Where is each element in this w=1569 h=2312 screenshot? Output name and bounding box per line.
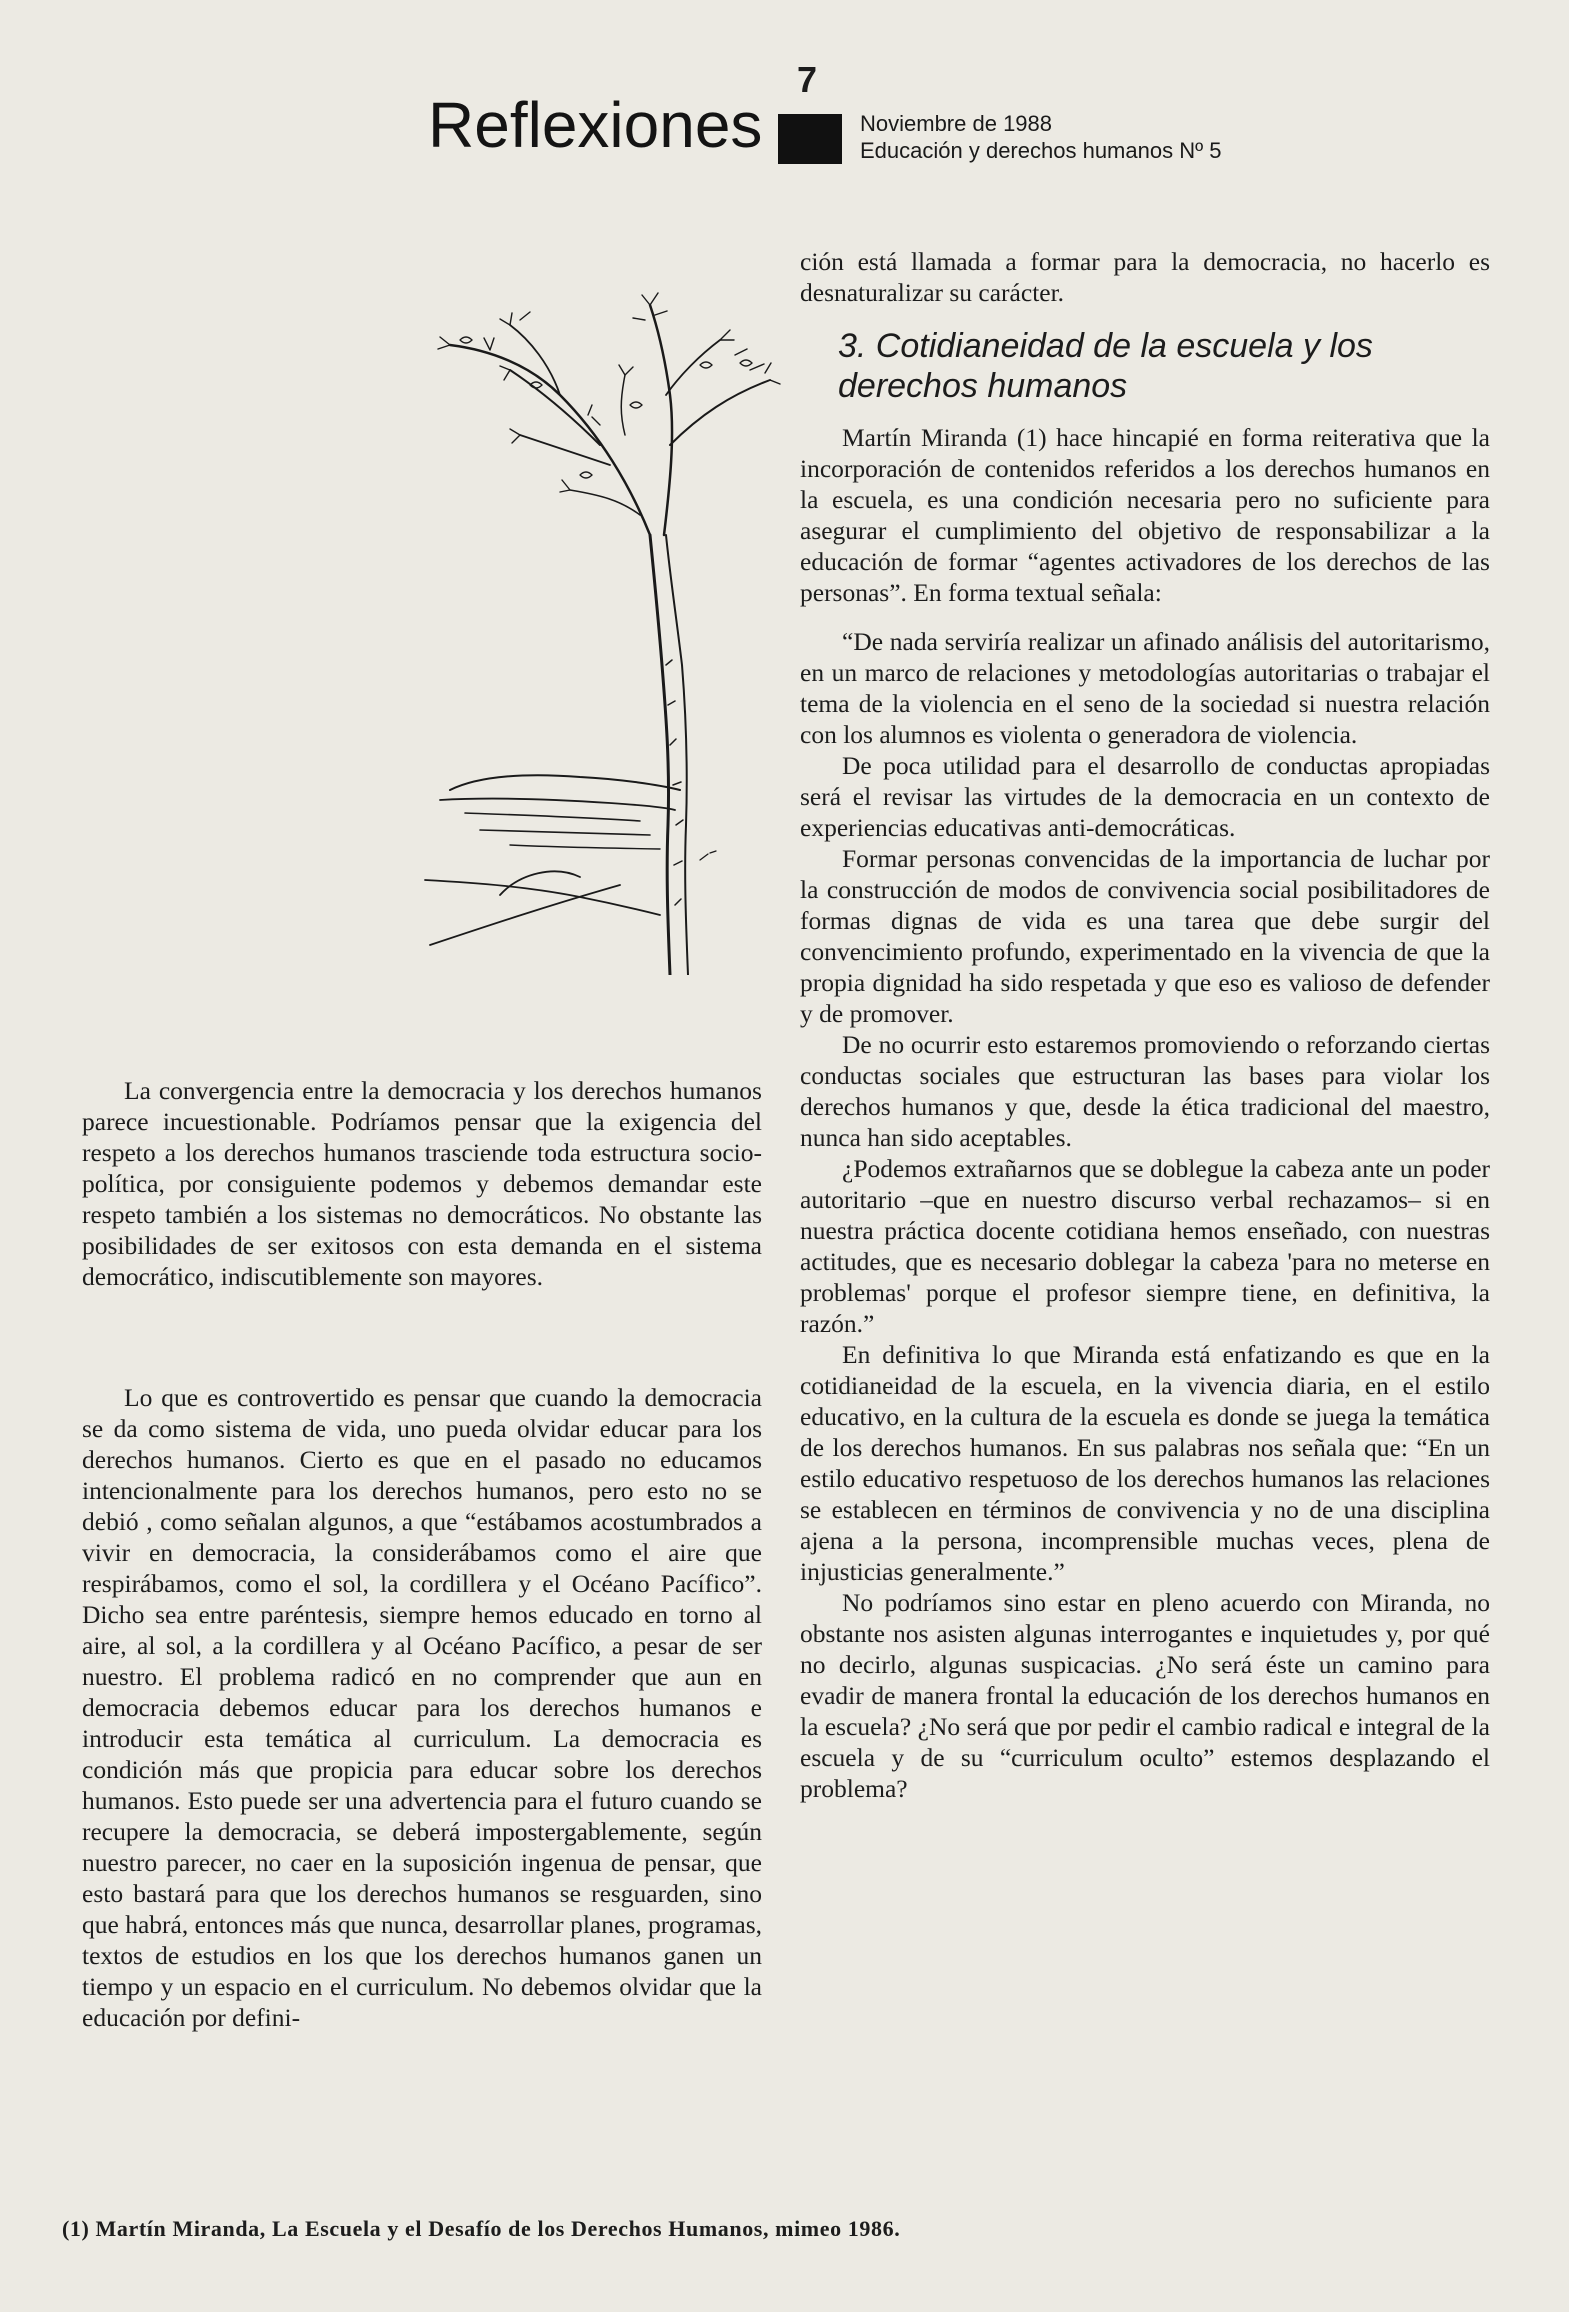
right-paragraph: No podríamos sino estar en pleno acuerdo con Miranda, no obstante nos asisten algunas interrogantes e inquietudes y, por qué no decirlo, algunas suspicacias. ¿No será éste un camino para evadir de manera frontal la educación de los derechos humanos en la escuela? ¿No será que por pedir el cambio radical e integral de la escuela y de su “curriculum oculto” estemos desplazando el problema?: [800, 1588, 1490, 1803]
page-number: 7: [797, 59, 818, 100]
section-heading: 3. Cotidianeidad de la escuela y los derechos humanos: [838, 327, 1373, 405]
publication-title: Reflexiones: [428, 89, 763, 161]
right-paragraph: “De nada serviría realizar un afinado análisis del autoritarismo, en un marco de relaciones y metodologías autoritarias o trabajar el tema de la violencia en el seno de la sociedad si nuestra relación con los alumnos es violenta o generadora de violencia.: [800, 627, 1490, 749]
right-paragraph: Martín Miranda (1) hace hincapié en forma reiterativa que la incorporación de contenidos referidos a los derechos humanos en la escuela, es una condición necesaria pero no suficiente para asegurar el cumplimiento del objetivo de responsabilizar a la educación de formar “agentes activadores de los derechos de las personas”. En forma textual señala:: [800, 423, 1490, 607]
right-paragraph: De poca utilidad para el desarrollo de conductas apropiadas será el revisar las virtudes de la democracia en un contexto de experiencias educativas anti-democráticas.: [800, 751, 1490, 842]
right-paragraph: De no ocurrir esto estaremos promoviendo o reforzando ciertas conductas sociales que estructuran las bases para violar los derechos humanos y que, desde la ética tradicional del maestro, nunca han sido aceptables.: [800, 1030, 1490, 1152]
right-paragraph: En definitiva lo que Miranda está enfatizando es que en la cotidianeidad de la escuela, en la vivencia diaria, en el estilo educativo, en la cultura de la escuela es donde se juega la temática de los derechos humanos. En sus palabras nos señala que: “En un estilo educativo respetuoso de los derechos humanos las relaciones se establecen en términos de convivencia y no de una disciplina ajena a la persona, incomprensible muchas veces, plena de injusticias generalmente.”: [800, 1340, 1490, 1586]
footnote: (1) Martín Miranda, La Escuela y el Desafío de los Derechos Humanos, mimeo 1986.: [62, 2216, 901, 2241]
issue-info: [860, 110, 1221, 164]
tree-illustration: [370, 285, 790, 975]
right-paragraph: ¿Podemos extrañarnos que se doblegue la cabeza ante un poder autoritario –que en nuestro discurso verbal rechazamos– si en nuestra práctica docente cotidiana hemos enseñado, con nuestras actitudes, que es necesario doblegar la cabeza 'para no meterse en problemas' porque el profesor siempre tiene, en definitiva, la razón.”: [800, 1154, 1490, 1338]
right-continuation: ción está llamada a formar para la democracia, no hacerlo es desnaturalizar su carácter.: [800, 247, 1490, 307]
left-paragraph-2: Lo que es controvertido es pensar que cuando la democracia se da como sistema de vida, uno pueda olvidar educar para los derechos humanos. Cierto es que en el pasado no educamos intencionalmente para los derechos humanos, pero esto no se debió , como señalan algunos, a que “estábamos acostumbrados a vivir en democracia, la considerábamos como el aire que respirábamos, como el sol, la cordillera y el Océano Pacífico”. Dicho sea entre paréntesis, siempre hemos educado en torno al aire, al sol, a la cordillera y al Océano Pacífico, a pesar de ser nuestro. El problema radicó en no comprender que aun en democracia debemos educar para los derechos humanos e introducir esta temática al curriculum. La democracia es condición más que propicia para educar sobre los derechos humanos. Esto puede ser una advertencia para el futuro cuando se recupere la democracia, se deberá impostergablemente, según nuestro parecer, no caer en la suposición ingenua de pensar, que esto bastará para que los derechos humanos se resguarden, sino que habrá, entonces más que nunca, desarrollar planes, programas, textos de estudios en los que los derechos humanos ganen un tiempo y un espacio en el curriculum. No debemos olvidar que la educación por defini-: [82, 1383, 762, 2032]
issue-title: Educación y derechos humanos Nº 5: [860, 138, 1222, 163]
left-column-intro: [82, 1075, 762, 1292]
issue-date: Noviembre de 1988: [860, 111, 1053, 136]
header-black-block: [778, 114, 842, 164]
right-paragraph: Formar personas convencidas de la importancia de luchar por la construcción de modos de convivencia social posibilitadores de formas dignas de vida es una tarea que debe surgir del convencimiento profundo, experimentado en la vivencia de que la propia dignidad ha sido respetada y que eso es valioso de defender y de promover.: [800, 844, 1490, 1028]
left-paragraph-1: La convergencia entre la democracia y los derechos humanos parece incuestionable. Podríamos pensar que la exigencia del respeto a los derechos humanos trasciende toda estructura socio-política, por consiguiente podemos y debemos demandar este respeto también a los sistemas no democráticos. No obstante las posibilidades de ser exitosos con esta demanda en el sistema democrático, indiscutiblemente son mayores.: [82, 1076, 762, 1291]
page-header: [0, 60, 1569, 170]
left-column-body: [82, 1382, 762, 2033]
right-column: [800, 246, 1490, 1804]
